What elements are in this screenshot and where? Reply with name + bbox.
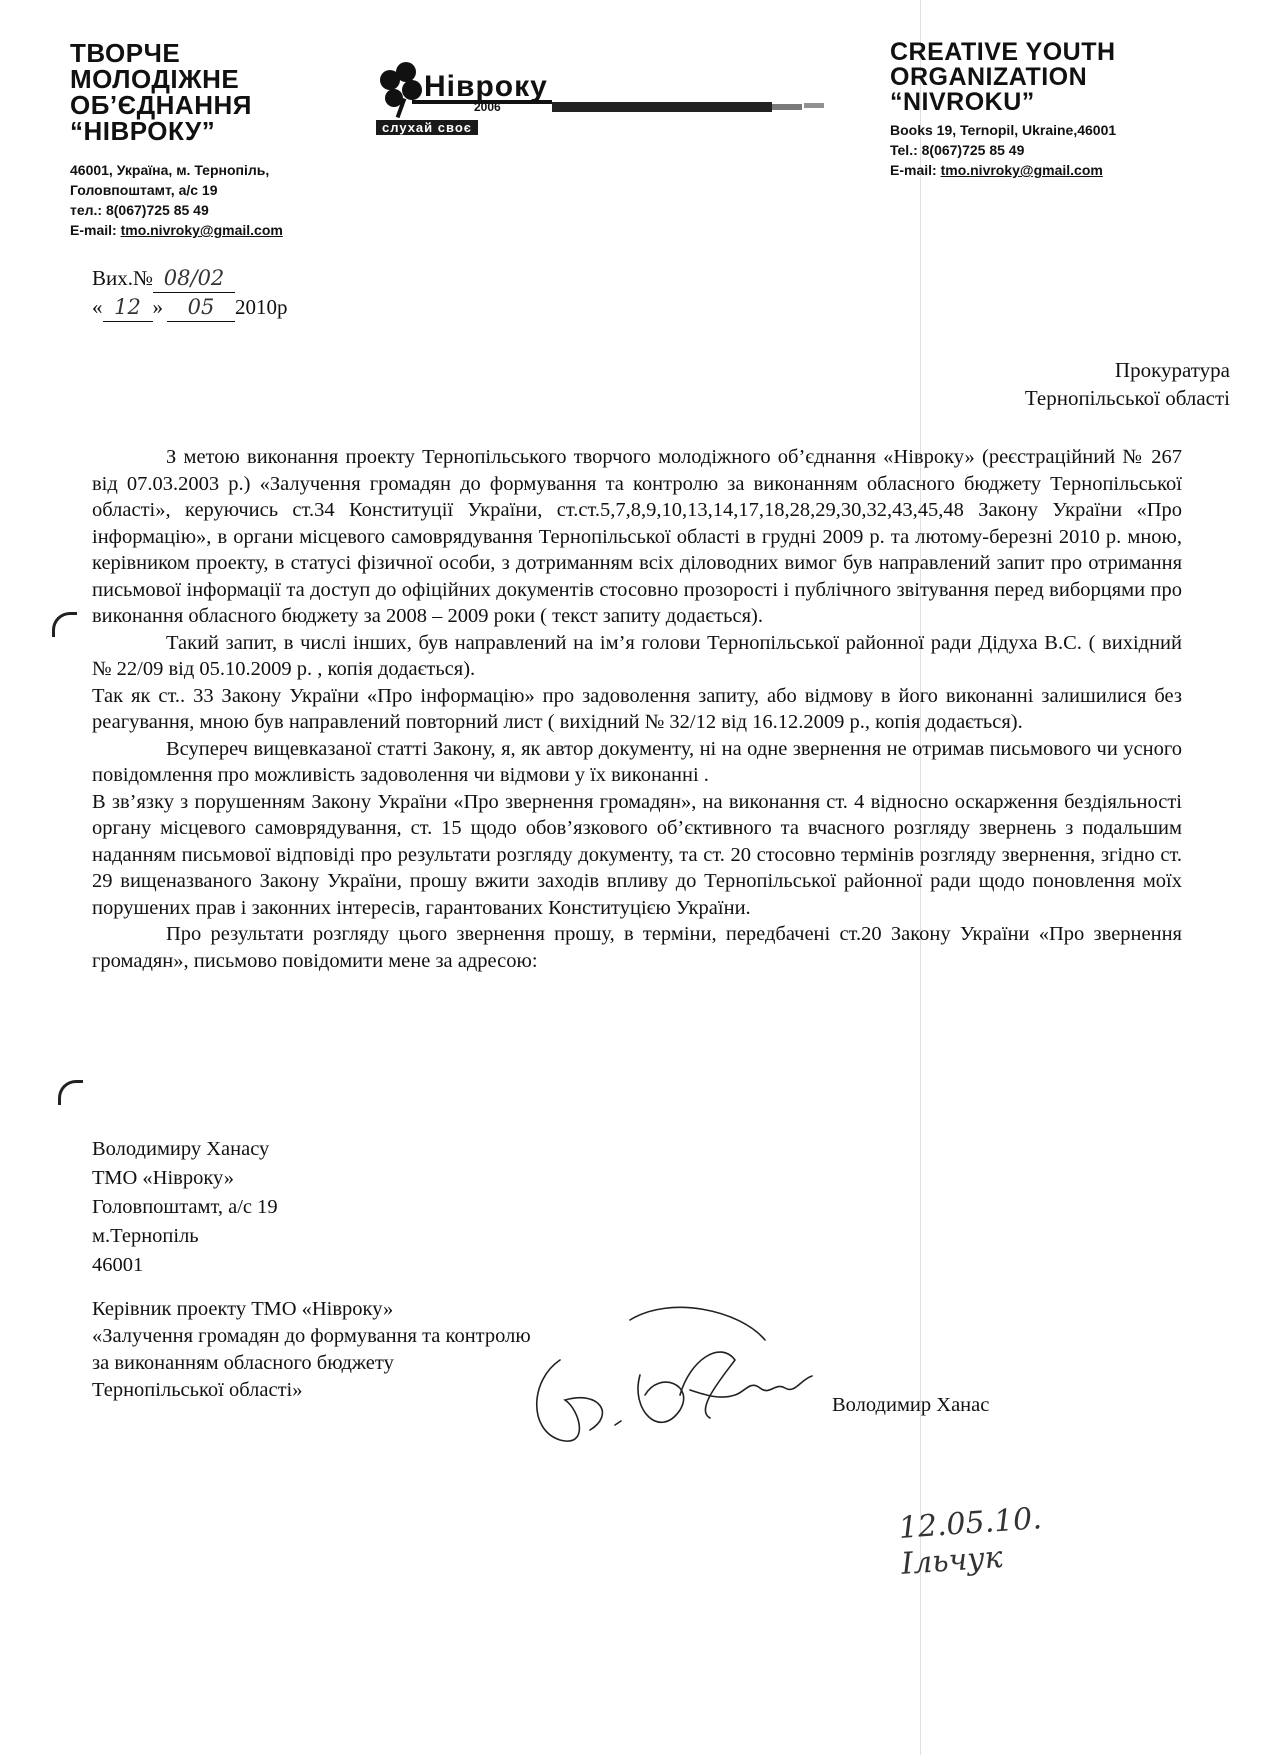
org-address-line1: 46001, Україна, м. Тернопіль, [70, 162, 270, 178]
addressee [840, 356, 1230, 412]
signer-name: Володимир Ханас [832, 1394, 990, 1416]
org-phone: тел.: 8(067)725 85 49 [70, 202, 209, 218]
ref-number-value: 08/02 [153, 264, 235, 293]
scan-corner-mark [52, 612, 77, 637]
logo-brand: Нівроку [424, 70, 548, 103]
org-name-line: ORGANIZATION [890, 63, 1088, 91]
org-email-row [70, 220, 370, 240]
ref-date-day: 12 [103, 293, 153, 322]
org-address: Books 19, Ternopil, Ukraine,46001 [890, 122, 1117, 138]
body-paragraph: З метою виконання проекту Тернопільського творчого молодіжного об’єднання «Нівроку» (реєстраційний № 267 від 07.03.2003 р.) «Залучення громадян до формування та контролю за виконанням обласного бюджету Тернопільської області», керуючись ст.34 Конституції України, ст.ст.5,7,8,9,10,13,14,17,18,28,29,30,32,43,45,48 Закону України «Про інформацію», в органи місцевого самоврядування Тернопільської області в грудні 2009 р. та лютому-березні 2010 р. мною, керівником проекту, в статусі фізичної особи, з дотриманням всіх діловодних вимог був направлений запит про отримання письмової інформації та доступ до офіційних документів стосовно прозорості і публічного звітування перед виборцями про виконання обласного бюджету за 2008 – 2009 роки ( текст запиту додається). [92, 446, 1182, 627]
org-name-line: ТВОРЧЕ [70, 38, 181, 68]
signature-block [92, 1296, 531, 1404]
ref-date-month: 05 [167, 293, 235, 322]
org-email-row [890, 160, 1270, 180]
org-name-line: CREATIVE YOUTH [890, 38, 1116, 66]
email-label: E-mail: [890, 162, 941, 178]
org-address-line2: Головпоштамт, а/с 19 [70, 182, 218, 198]
address-line: ТМО «Нівроку» [92, 1167, 235, 1189]
body-paragraph: Так як ст.. 33 Закону України «Про інформацію» про задоволення запиту, або відмову в його виконанні залишилися без реагування, мною був направлений повторний лист ( вихідний № 32/12 від 16.12.2009 р., копія додається). [92, 684, 1182, 733]
ref-date-year: 2010р [235, 295, 288, 319]
handwritten-receipt-note [898, 1501, 1046, 1583]
letter-body [92, 444, 1182, 974]
sig-title-line: Керівник проекту ТМО «Нівроку» [92, 1298, 394, 1320]
letterhead-ua [70, 40, 370, 240]
addressee-line1: Прокуратура [1114, 358, 1230, 382]
email-label: E-mail: [70, 222, 121, 238]
address-line: Головпоштамт, а/с 19 [92, 1196, 278, 1218]
outgoing-reference [92, 264, 288, 322]
quote-close: » [152, 295, 163, 319]
body-paragraph: Такий запит, в числі інших, був направлений на ім’я голови Тернопільської районної ради Дідуха В.С. ( вихідний № 22/09 від 05.10.2009 р. , копія додається). [92, 631, 1182, 680]
body-paragraph: В зв’язку з порушенням Закону України «Про звернення громадян», на виконання ст. 4 відносно оскарження бездіяльності органу місцевого самоврядування, ст. 15 щодо обов’язкового об’єктивного та вчасного розгляду звернень з подальшим наданням письмової відповіді про результати розгляду документу, та ст. 20 стосовно термінів розгляду звернення, згідно ст. 29 вищеназваного Закону України, прошу вжити заходів впливу до Тернопільської районної ради щодо поновлення моїх порушених прав і законних інтересів, гарантованих Конституцією України. [92, 790, 1182, 919]
addressee-line2: Тернопільської області [1024, 386, 1230, 410]
logo-year: 2006 [474, 100, 501, 114]
ref-number-label: Вих.№ [92, 266, 154, 290]
address-line: м.Тернопіль [92, 1225, 199, 1247]
quote-open: « [92, 295, 103, 319]
ref-number-row [92, 264, 288, 293]
address-line: 46001 [92, 1254, 144, 1276]
email-link[interactable]: tmo.nivroky@gmail.com [120, 222, 283, 238]
address-line: Володимиру Ханасу [92, 1138, 270, 1160]
letterhead-en [890, 40, 1270, 180]
logo-tagline: слухай своє [376, 120, 478, 135]
reply-address [92, 1135, 278, 1280]
email-link[interactable]: tmo.nivroky@gmail.com [940, 162, 1103, 178]
body-paragraph: Всупереч вищевказаної статті Закону, я, як автор документу, ні на одне звернення не отримав письмового чи усного повідомлення про можливість задоволення чи відмови у їх виконанні . [92, 737, 1182, 786]
hw-date: 12.05.10. [897, 1501, 1043, 1546]
body-paragraph: Про результати розгляду цього звернення прошу, в терміни, передбачені ст.20 Закону України «Про звернення громадян», письмово повідомити мене за адресою: [92, 923, 1182, 972]
org-phone: Tel.: 8(067)725 85 49 [890, 142, 1025, 158]
hw-name: Ільчук [900, 1539, 1004, 1582]
ref-date-row [92, 293, 288, 322]
handwritten-signature [520, 1300, 820, 1450]
org-name-line: ОБ’ЄДНАННЯ [70, 90, 252, 120]
scan-corner-mark [58, 1080, 83, 1105]
sig-title-line: за виконанням обласного бюджету [92, 1352, 394, 1374]
org-name-line: “НІВРОКУ” [70, 116, 216, 146]
org-name-line: “NIVROKU” [890, 88, 1035, 116]
sig-title-line: «Залучення громадян до формування та контролю [92, 1325, 531, 1347]
org-logo [372, 58, 872, 142]
sig-title-line: Тернопільської області» [92, 1379, 303, 1401]
org-name-line: МОЛОДІЖНЕ [70, 64, 240, 94]
